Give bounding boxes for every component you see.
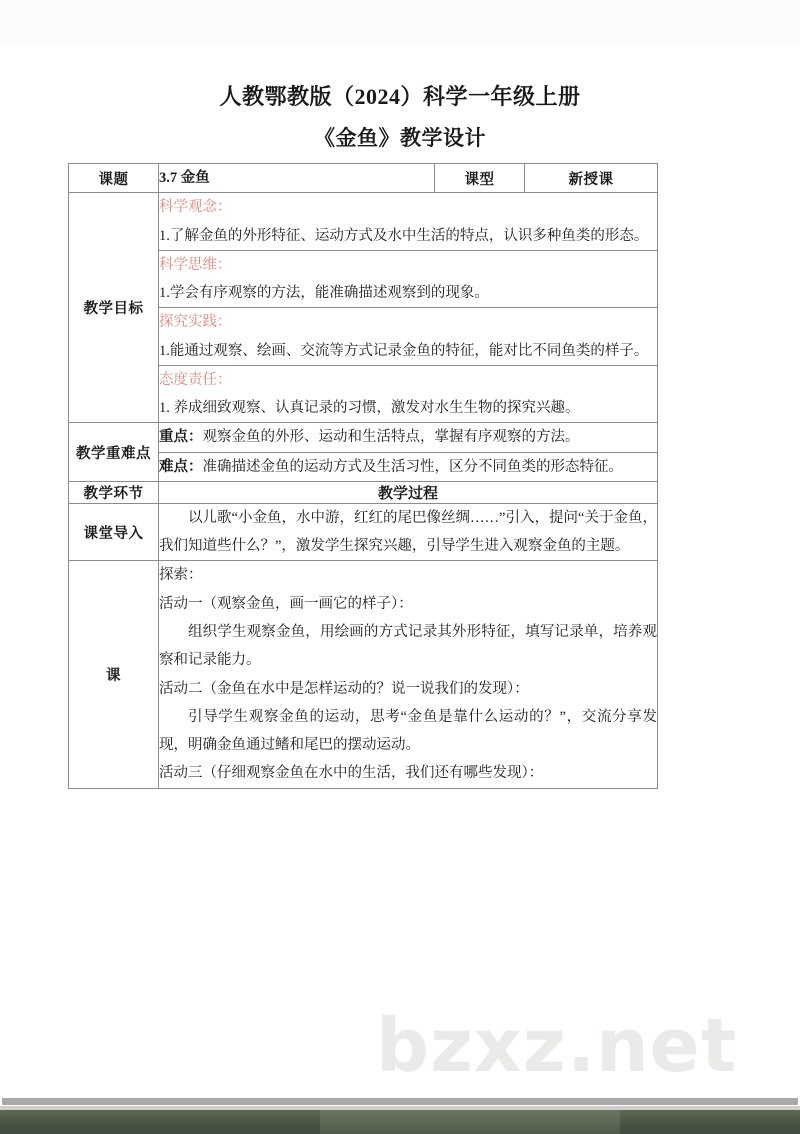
- objectives-group-table: [159, 193, 657, 422]
- page-bottom-edge: [2, 1098, 798, 1105]
- objective-heading: 态度责任：: [159, 371, 232, 388]
- key-points-table: [159, 423, 657, 481]
- key-point-row: [159, 452, 657, 481]
- objective-heading: 科学思维：: [159, 256, 232, 273]
- introduction-label: 课堂导入: [69, 503, 159, 561]
- introduction-body: 以儿歌“小金鱼，水中游，红红的尾巴像丝绸……”引入，提问“关于金鱼，我们知道些什么？”，激发学生探究兴趣，引导学生进入观察金鱼的主题。: [159, 509, 657, 555]
- lesson-body-line: 组织学生观察金鱼，用绘画的方式记录其外形特征，填写记录单，培养观察和记录能力。: [159, 623, 657, 669]
- document-title-line2: 《金鱼》教学设计: [314, 126, 486, 150]
- table-row-objectives: [69, 193, 658, 423]
- lesson-body-label: 课: [69, 561, 159, 788]
- objectives-label: 教学目标: [69, 193, 159, 423]
- lesson-plan-table: [68, 163, 658, 789]
- key-point-lead: 重点：: [159, 429, 203, 446]
- objective-group: [159, 365, 657, 422]
- lesson-body-line: 活动三（仔细观察金鱼在水中的生活，我们还有哪些发现）：: [159, 765, 544, 782]
- objective-body: 1.了解金鱼的外形特征、运动方式及水中生活的特点，认识多种鱼类的形态。: [159, 227, 649, 244]
- table-row-lesson-body: [69, 561, 658, 788]
- process-header-value: 教学过程: [159, 481, 658, 503]
- objectives-cell: [159, 193, 658, 423]
- topic-label: 课题: [69, 164, 159, 193]
- key-points-label: 教学重难点: [69, 423, 159, 482]
- key-point-lead: 难点：: [159, 458, 203, 475]
- key-point-body: 观察金鱼的外形、运动和生活特点，掌握有序观察的方法。: [202, 429, 580, 446]
- lesson-body-line: 引导学生观察金鱼的运动，思考“金鱼是靠什么运动的？”，交流分享发现，明确金鱼通过鳍和尾巴的摆动运动。: [159, 708, 657, 754]
- viewer-background: [0, 1110, 800, 1134]
- objective-group: [159, 193, 657, 250]
- lesson-body-cell: [159, 561, 658, 788]
- objective-group: [159, 308, 657, 366]
- key-points-cell: [159, 423, 658, 482]
- key-point-body: 准确描述金鱼的运动方式及生活习性，区分不同鱼类的形态特征。: [202, 458, 623, 475]
- site-watermark: bzxz.net: [376, 1003, 738, 1089]
- topic-value: 3.7 金鱼: [159, 164, 435, 193]
- introduction-cell: [159, 503, 658, 561]
- lesson-type-value: 新授课: [525, 164, 658, 193]
- lesson-body-line: 探索：: [159, 567, 203, 584]
- objective-group: [159, 250, 657, 308]
- lesson-body-line: 活动一（观察金鱼，画一画它的样子）：: [159, 595, 413, 612]
- document-title-line1: 人教鄂教版（2024）科学一年级上册: [219, 84, 581, 109]
- objective-body: 1. 养成细致观察、认真记录的习惯，激发对水生生物的探究兴趣。: [159, 400, 580, 417]
- table-row-introduction: [69, 503, 658, 561]
- objective-heading: 探究实践：: [159, 314, 232, 331]
- table-row-key-points: [69, 423, 658, 482]
- table-row-topic: [69, 164, 658, 193]
- objective-body: 1.学会有序观察的方法，能准确描述观察到的现象。: [159, 285, 489, 302]
- page-top-edge: [0, 0, 800, 47]
- key-point-row: [159, 423, 657, 452]
- lesson-type-label: 课型: [435, 164, 525, 193]
- process-stage-label: 教学环节: [69, 481, 159, 503]
- lesson-body-line: 活动二（金鱼在水中是怎样运动的？说一说我们的发现）：: [159, 680, 529, 697]
- objective-heading: 科学观念：: [159, 199, 232, 216]
- objective-body: 1.能通过观察、绘画、交流等方式记录金鱼的特征，能对比不同鱼类的样子。: [159, 342, 649, 359]
- table-row-process-header: [69, 481, 658, 503]
